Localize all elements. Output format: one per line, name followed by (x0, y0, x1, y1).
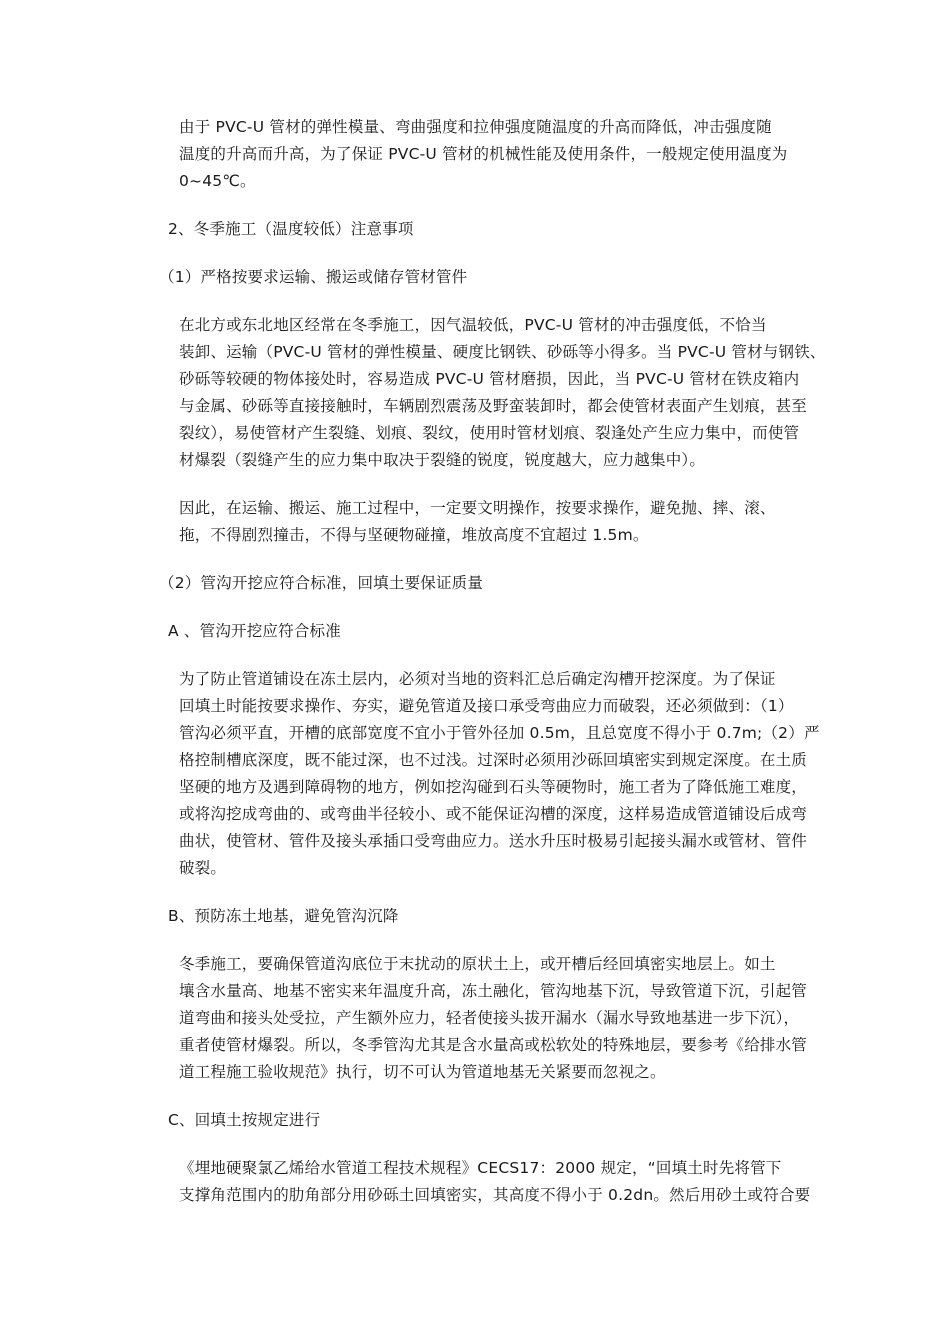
paragraph-trench-excavation (145, 666, 820, 882)
text-line: 壤含水量高、地基不密实来年温度升高，冻土融化，管沟地基下沉，导致管道下沉，引起管 (179, 982, 808, 1000)
text-line: 为了防止管道铺设在冻土层内，必须对当地的资料汇总后确定沟槽开挖深度。为了保证 (179, 670, 776, 688)
section-heading-winter-construction: 2、冬季施工（温度较低）注意事项 (168, 220, 414, 238)
item-heading-a: A 、管沟开挖应符合标准 (168, 622, 341, 640)
item-heading-c: C、回填土按规定进行 (168, 1111, 321, 1129)
paragraph-frozen-soil (145, 951, 810, 1086)
text-line: 支撑角范围内的肋角部分用砂砾土回填密实，其高度不得小于 0.2dn。然后用砂土或符合要 (179, 1186, 811, 1204)
subsection-heading-transport: （1）严格按要求运输、搬运或储存管材管件 (159, 268, 468, 286)
text-line: 拖，不得剧烈撞击，不得与坚硬物碰撞，堆放高度不宜超过 1.5m。 (179, 526, 649, 544)
text-line: 道弯曲和接头处受拉，产生额外应力，轻者使接头拔开漏水（漏水导致地基进一步下沉）， (179, 1009, 800, 1027)
text-line: 材爆裂（裂缝产生的应力集中取决于裂缝的锐度，锐度越大，应力越集中）。 (179, 451, 706, 469)
text-line: 冬季施工，要确保管道沟底位于末扰动的原状土上，或开槽后经回填密实地层上。如土 (179, 955, 776, 973)
text-line: 《埋地硬聚氯乙烯给水管道工程技术规程》CECS17：2000 规定，“回填土时先将管下 (179, 1159, 782, 1177)
paragraph-backfill (145, 1155, 810, 1209)
text-line: 格控制槽底深度，既不能过深，也不过浅。过深时必须用沙砾回填密实到规定深度。在土质 (179, 751, 808, 769)
document-body (145, 114, 826, 1230)
text-line: 由于 PVC-U 管材的弹性模量、弯曲强度和拉伸强度随温度的升高而降低，冲击强度随 (179, 118, 772, 136)
text-line: 回填土时能按要求操作、夯实，避免管道及接口承受弯曲应力而破裂，还必须做到：（1） (179, 697, 794, 715)
text-line: 温度的升高而升高，为了保证 PVC-U 管材的机械性能及使用条件，一般规定使用温度为 (179, 145, 788, 163)
text-line: 破裂。 (179, 859, 227, 877)
text-line: 与金属、砂砾等直接接触时，车辆剧烈震荡及野蛮装卸时，都会使管材表面产生划痕，甚至 (179, 397, 808, 415)
text-line: 道工程施工验收规范》执行，切不可认为管道地基无关紧要而忽视之。 (179, 1063, 666, 1081)
paragraph-transport-impact (145, 312, 826, 474)
subsection-heading-trench: （2）管沟开挖应符合标准，回填土要保证质量 (159, 574, 484, 592)
paragraph-pvc-temperature (145, 114, 810, 195)
text-line: 装卸、运输（PVC-U 管材的弹性模量、硬度比钢铁、砂砾等小得多。当 PVC-U 管材与钢铁、 (179, 343, 826, 361)
item-heading-b: B、预防冻土地基，避免管沟沉降 (168, 907, 399, 925)
text-line: 坚硬的地方及遇到障碍物的地方，例如挖沟碰到石头等硬物时，施工者为了降低施工难度， (179, 778, 808, 796)
text-line: 0~45℃。 (179, 172, 256, 190)
text-line: 重者使管材爆裂。所以，冬季管沟尤其是含水量高或松软处的特殊地层，要参考《给排水管 (179, 1036, 808, 1054)
text-line: 在北方或东北地区经常在冬季施工，因气温较低，PVC-U 管材的冲击强度低，不恰当 (179, 316, 767, 334)
text-line: 或将沟挖成弯曲的、或弯曲半径较小、或不能保证沟槽的深度，这样易造成管道铺设后成弯 (179, 805, 808, 823)
text-line: 管沟必须平直，开槽的底部宽度不宜小于管外径加 0.5m，且总宽度不得小于 0.7m;（2）严 (179, 724, 820, 742)
text-line: 裂纹），易使管材产生裂缝、划痕、裂纹，使用时管材划痕、裂逢处产生应力集中，而使管 (179, 424, 800, 442)
text-line: 曲状，使管材、管件及接头承插口受弯曲应力。送水升压时极易引起接头漏水或管材、管件 (179, 832, 808, 850)
text-line: 因此，在运输、搬运、施工过程中，一定要文明操作，按要求操作，避免抛、摔、滚、 (179, 499, 776, 517)
text-line: 砂砾等较硬的物体接处时，容易造成 PVC-U 管材磨损，因此，当 PVC-U 管材在铁皮箱内 (179, 370, 800, 388)
paragraph-handling-rules (145, 495, 810, 549)
